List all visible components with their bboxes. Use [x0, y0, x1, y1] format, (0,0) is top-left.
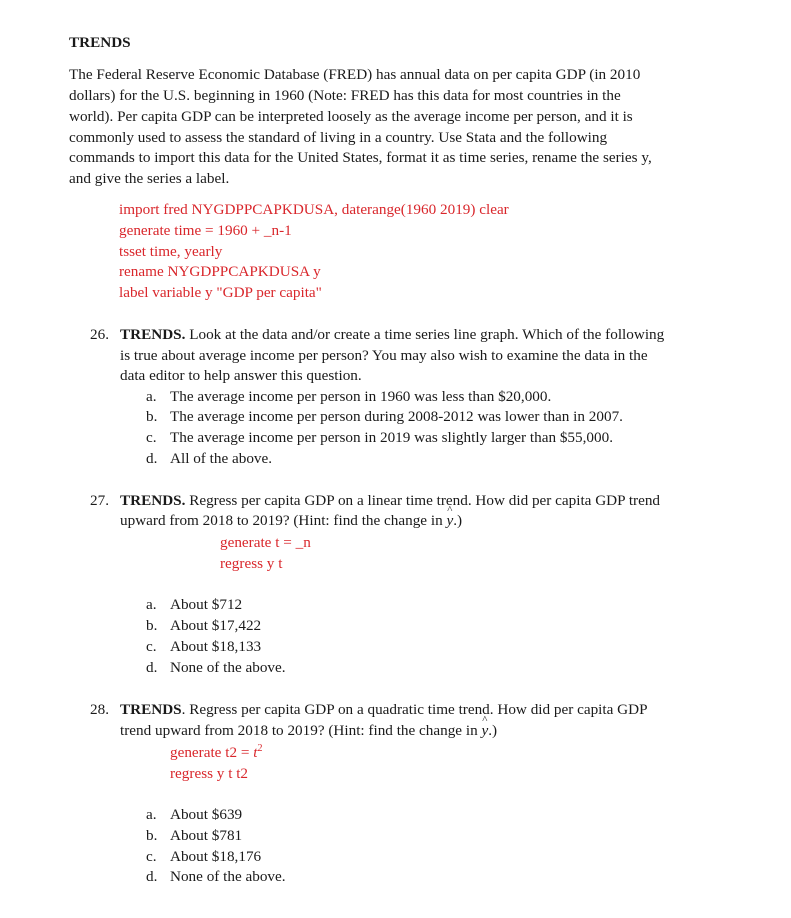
option-text: About $17,422: [170, 617, 262, 634]
question-text: . Regress per capita GDP on a quadratic time trend. How did per capita GDP: [181, 701, 648, 718]
command-line: rename NYGDPPCAPKDUSA y: [119, 263, 321, 280]
intro-line: world). Per capita GDP can be interpreted loosely as the average income per person, and it is: [69, 108, 633, 125]
command-line: label variable y "GDP per capita": [119, 284, 322, 301]
question-stem-line: [120, 723, 497, 738]
option-letter: a.: [146, 806, 157, 823]
option-text: About $639: [170, 806, 243, 823]
question-number: 28.: [90, 701, 109, 718]
command-line: generate time = 1960 + _n-1: [119, 222, 292, 239]
y-hat-symbol: y ^: [446, 513, 453, 528]
option-text: All of the above.: [170, 450, 273, 467]
question-stem-line: is true about average income per person? You may also wish to examine the data in the: [120, 347, 648, 364]
question-number: 27.: [90, 492, 109, 509]
command-line: [170, 745, 262, 760]
command-line: generate t = _n: [220, 534, 311, 551]
option-letter: c.: [146, 638, 157, 655]
command-line: regress y t: [220, 555, 283, 572]
option-text: The average income per person during 2008-2012 was lower than in 2007.: [170, 408, 623, 425]
intro-line: commonly used to assess the standard of living in a country. Use Stata and the following: [69, 129, 608, 146]
section-heading: TRENDS: [69, 34, 131, 51]
question-text: .): [488, 722, 498, 739]
command-line: regress y t t2: [170, 765, 249, 782]
command-text: generate t2 =: [170, 744, 254, 761]
option-letter: a.: [146, 388, 157, 405]
option-text: None of the above.: [170, 659, 286, 676]
question-topic: TRENDS.: [120, 492, 186, 509]
option-letter: a.: [146, 596, 157, 613]
question-text: Look at the data and/or create a time series line graph. Which of the following: [185, 326, 665, 343]
option-letter: d.: [146, 868, 158, 885]
question-text: Regress per capita GDP on a linear time trend. How did per capita GDP trend: [185, 492, 661, 509]
option-letter: d.: [146, 450, 158, 467]
intro-line: and give the series a label.: [69, 170, 230, 187]
option-text: None of the above.: [170, 868, 286, 885]
option-letter: b.: [146, 617, 158, 634]
question-text: upward from 2018 to 2019? (Hint: find the change in: [120, 512, 447, 529]
option-letter: d.: [146, 659, 158, 676]
question-stem-line: [120, 327, 664, 342]
command-line: import fred NYGDPPCAPKDUSA, daterange(1960 2019) clear: [119, 201, 509, 218]
intro-line: commands to import this data for the United States, format it as time series, rename the series y,: [69, 149, 652, 166]
question-number: 26.: [90, 326, 109, 343]
question-topic: TRENDS: [120, 701, 182, 718]
option-letter: c.: [146, 848, 157, 865]
question-stem-line: data editor to help answer this question.: [120, 367, 362, 384]
question-stem-line: [120, 702, 648, 717]
y-hat-symbol: y ^: [481, 723, 488, 738]
option-text: The average income per person in 1960 was less than $20,000.: [170, 388, 552, 405]
question-text: .): [453, 512, 463, 529]
option-text: About $18,176: [170, 848, 262, 865]
intro-line: The Federal Reserve Economic Database (FRED) has annual data on per capita GDP (in 2010: [69, 66, 641, 83]
math-exponent: 2: [257, 743, 263, 754]
question-stem-line: [120, 513, 462, 528]
math-variable: t: [253, 744, 258, 761]
option-text: The average income per person in 2019 was slightly larger than $55,000.: [170, 429, 613, 446]
question-topic: TRENDS.: [120, 326, 186, 343]
option-letter: b.: [146, 408, 158, 425]
option-text: About $781: [170, 827, 243, 844]
question-stem-line: [120, 493, 660, 508]
option-text: About $18,133: [170, 638, 262, 655]
question-text: trend upward from 2018 to 2019? (Hint: find the change in: [120, 722, 482, 739]
option-text: About $712: [170, 596, 243, 613]
option-letter: b.: [146, 827, 158, 844]
intro-line: dollars) for the U.S. beginning in 1960 (Note: FRED has this data for most countries in the: [69, 87, 621, 104]
command-line: tsset time, yearly: [119, 243, 223, 260]
option-letter: c.: [146, 429, 157, 446]
